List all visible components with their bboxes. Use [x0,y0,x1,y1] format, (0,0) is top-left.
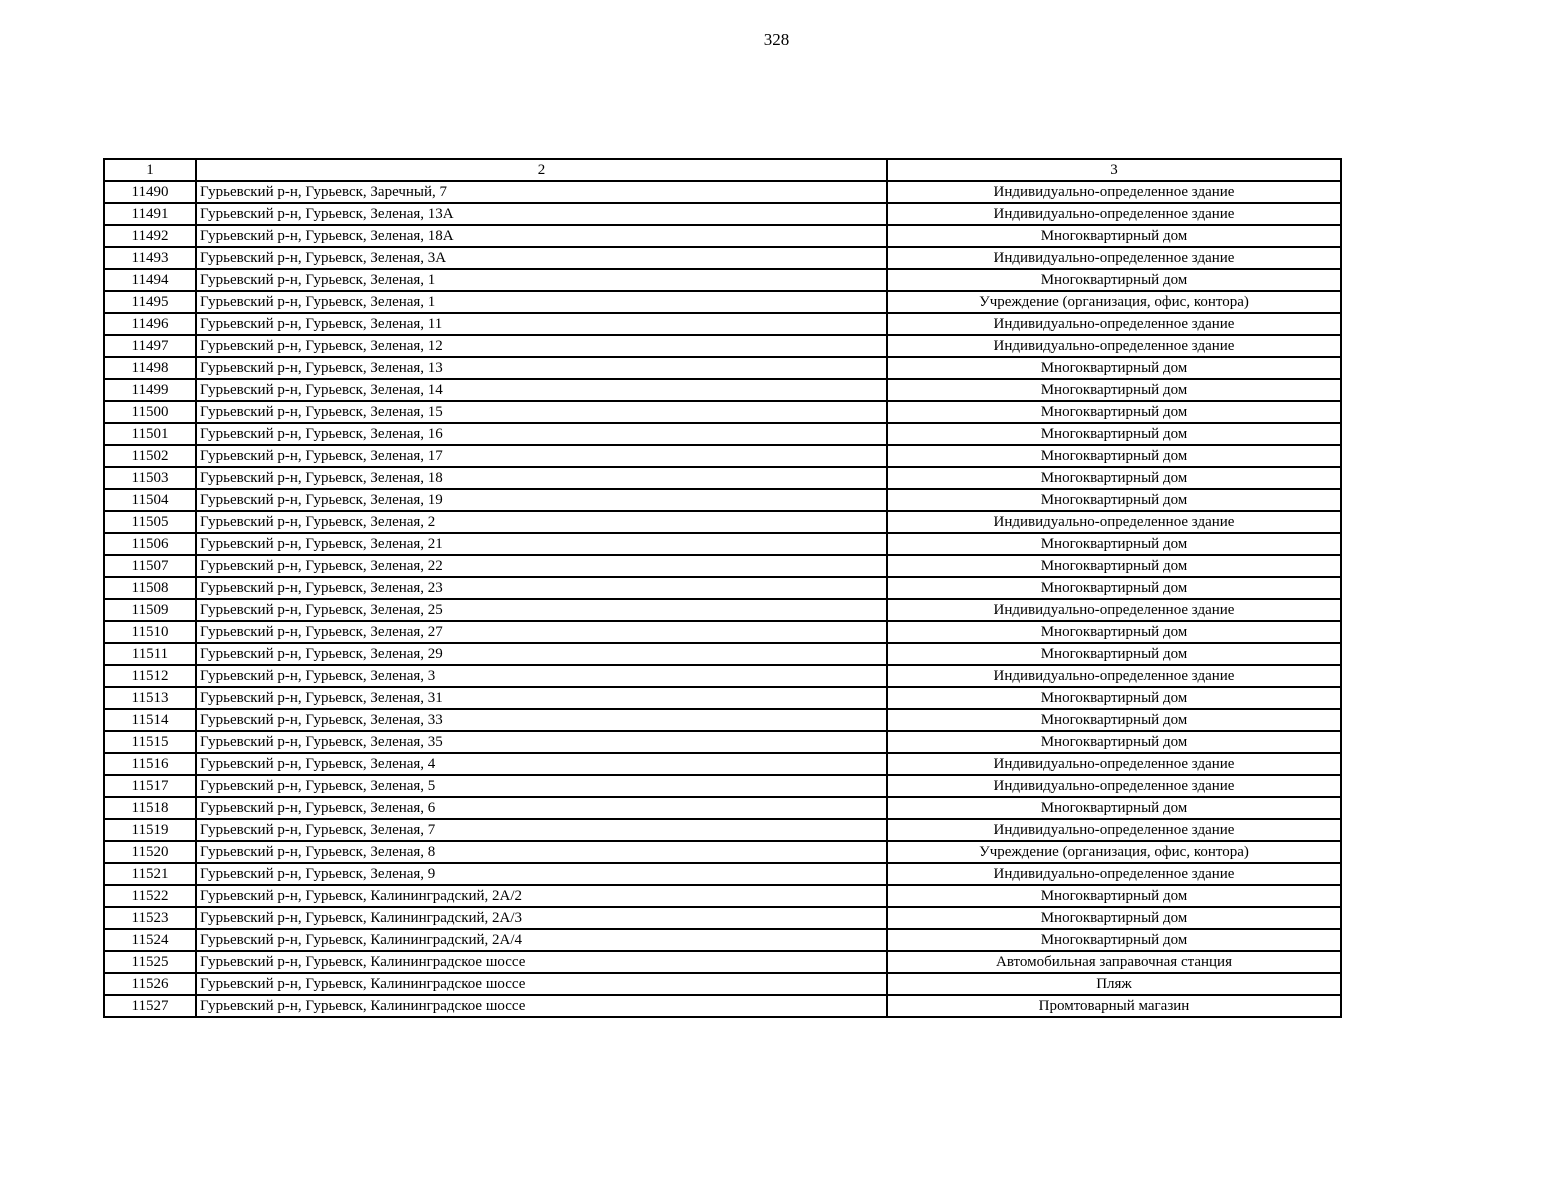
object-type-cell: Многоквартирный дом [887,533,1341,555]
address-cell: Гурьевский р-н, Гурьевск, Зеленая, 35 [196,731,887,753]
row-number-cell: 11516 [104,753,196,775]
column-header-3: 3 [887,159,1341,181]
row-number-cell: 11493 [104,247,196,269]
row-number-cell: 11517 [104,775,196,797]
row-number-cell: 11500 [104,401,196,423]
row-number-cell: 11499 [104,379,196,401]
row-number-cell: 11490 [104,181,196,203]
table-row [104,643,1341,665]
object-type-cell: Индивидуально-определенное здание [887,313,1341,335]
object-type-cell: Многоквартирный дом [887,269,1341,291]
row-number-cell: 11492 [104,225,196,247]
row-number-cell: 11498 [104,357,196,379]
table-row [104,247,1341,269]
address-cell: Гурьевский р-н, Гурьевск, Зеленая, 9 [196,863,887,885]
object-type-cell: Индивидуально-определенное здание [887,775,1341,797]
object-type-cell: Промтоварный магазин [887,995,1341,1017]
object-type-cell: Многоквартирный дом [887,907,1341,929]
object-type-cell: Многоквартирный дом [887,357,1341,379]
object-type-cell: Пляж [887,973,1341,995]
address-cell: Гурьевский р-н, Гурьевск, Зеленая, 4 [196,753,887,775]
table-row [104,533,1341,555]
row-number-cell: 11522 [104,885,196,907]
object-type-cell: Индивидуально-определенное здание [887,511,1341,533]
table-row [104,445,1341,467]
object-type-cell: Многоквартирный дом [887,577,1341,599]
address-cell: Гурьевский р-н, Гурьевск, Зеленая, 13А [196,203,887,225]
row-number-cell: 11520 [104,841,196,863]
table-row [104,577,1341,599]
table-row [104,357,1341,379]
address-cell: Гурьевский р-н, Гурьевск, Зеленая, 31 [196,687,887,709]
row-number-cell: 11527 [104,995,196,1017]
table-body [104,159,1341,1017]
table-row [104,555,1341,577]
table-row [104,401,1341,423]
table-row [104,423,1341,445]
table-row [104,511,1341,533]
address-cell: Гурьевский р-н, Гурьевск, Зеленая, 2 [196,511,887,533]
object-type-cell: Индивидуально-определенное здание [887,863,1341,885]
row-number-cell: 11525 [104,951,196,973]
row-number-cell: 11506 [104,533,196,555]
row-number-cell: 11497 [104,335,196,357]
object-type-cell: Многоквартирный дом [887,687,1341,709]
table-row [104,203,1341,225]
address-cell: Гурьевский р-н, Гурьевск, Зеленая, 18А [196,225,887,247]
object-type-cell: Многоквартирный дом [887,423,1341,445]
table-row [104,731,1341,753]
address-cell: Гурьевский р-н, Гурьевск, Зеленая, 7 [196,819,887,841]
table-row [104,621,1341,643]
address-cell: Гурьевский р-н, Гурьевск, Зеленая, 12 [196,335,887,357]
row-number-cell: 11523 [104,907,196,929]
object-type-cell: Индивидуально-определенное здание [887,665,1341,687]
address-cell: Гурьевский р-н, Гурьевск, Калининградский, 2А/4 [196,929,887,951]
table-row [104,269,1341,291]
table-row [104,973,1341,995]
object-type-cell: Многоквартирный дом [887,489,1341,511]
row-number-cell: 11496 [104,313,196,335]
address-cell: Гурьевский р-н, Гурьевск, Зеленая, 15 [196,401,887,423]
table-row [104,863,1341,885]
row-number-cell: 11491 [104,203,196,225]
row-number-cell: 11494 [104,269,196,291]
table-row [104,489,1341,511]
object-type-cell: Многоквартирный дом [887,401,1341,423]
table-row [104,797,1341,819]
table-row [104,885,1341,907]
row-number-cell: 11519 [104,819,196,841]
address-cell: Гурьевский р-н, Гурьевск, Зеленая, 27 [196,621,887,643]
address-cell: Гурьевский р-н, Гурьевск, Калининградский, 2А/2 [196,885,887,907]
address-cell: Гурьевский р-н, Гурьевск, Зеленая, 29 [196,643,887,665]
object-type-cell: Индивидуально-определенное здание [887,819,1341,841]
row-number-cell: 11511 [104,643,196,665]
address-cell: Гурьевский р-н, Гурьевск, Зеленая, 5 [196,775,887,797]
table-row [104,313,1341,335]
row-number-cell: 11524 [104,929,196,951]
address-cell: Гурьевский р-н, Гурьевск, Калининградское шоссе [196,973,887,995]
row-number-cell: 11521 [104,863,196,885]
table-row [104,687,1341,709]
object-type-cell: Многоквартирный дом [887,445,1341,467]
column-header-1: 1 [104,159,196,181]
row-number-cell: 11514 [104,709,196,731]
object-type-cell: Многоквартирный дом [887,885,1341,907]
address-cell: Гурьевский р-н, Гурьевск, Зеленая, 3 [196,665,887,687]
row-number-cell: 11513 [104,687,196,709]
address-cell: Гурьевский р-н, Гурьевск, Зеленая, 13 [196,357,887,379]
object-type-cell: Индивидуально-определенное здание [887,753,1341,775]
address-cell: Гурьевский р-н, Гурьевск, Зеленая, 6 [196,797,887,819]
object-type-cell: Индивидуально-определенное здание [887,203,1341,225]
address-cell: Гурьевский р-н, Гурьевск, Калининградское шоссе [196,951,887,973]
object-type-cell: Индивидуально-определенное здание [887,335,1341,357]
address-cell: Гурьевский р-н, Гурьевск, Зеленая, 33 [196,709,887,731]
page-number: 328 [763,30,790,49]
table-row [104,995,1341,1017]
column-header-2: 2 [196,159,887,181]
table-row [104,819,1341,841]
table-row [104,379,1341,401]
address-cell: Гурьевский р-н, Гурьевск, Калининградский, 2А/3 [196,907,887,929]
table-row [104,291,1341,313]
row-number-cell: 11502 [104,445,196,467]
address-cell: Гурьевский р-н, Гурьевск, Зеленая, 19 [196,489,887,511]
object-type-cell: Индивидуально-определенное здание [887,247,1341,269]
table-row [104,841,1341,863]
address-cell: Гурьевский р-н, Гурьевск, Зеленая, 23 [196,577,887,599]
row-number-cell: 11510 [104,621,196,643]
address-cell: Гурьевский р-н, Гурьевск, Зеленая, 25 [196,599,887,621]
table-row [104,599,1341,621]
table-row [104,951,1341,973]
row-number-cell: 11505 [104,511,196,533]
registry-table [103,158,1342,1018]
header-row [104,159,1341,181]
object-type-cell: Многоквартирный дом [887,643,1341,665]
row-number-cell: 11503 [104,467,196,489]
table-row [104,907,1341,929]
address-cell: Гурьевский р-н, Гурьевск, Заречный, 7 [196,181,887,203]
object-type-cell: Многоквартирный дом [887,225,1341,247]
row-number-cell: 11507 [104,555,196,577]
table-row [104,467,1341,489]
table-row [104,775,1341,797]
row-number-cell: 11509 [104,599,196,621]
address-cell: Гурьевский р-н, Гурьевск, Зеленая, 11 [196,313,887,335]
row-number-cell: 11508 [104,577,196,599]
row-number-cell: 11495 [104,291,196,313]
table-row [104,929,1341,951]
object-type-cell: Автомобильная заправочная станция [887,951,1341,973]
object-type-cell: Многоквартирный дом [887,929,1341,951]
object-type-cell: Многоквартирный дом [887,467,1341,489]
row-number-cell: 11501 [104,423,196,445]
address-cell: Гурьевский р-н, Гурьевск, Зеленая, 1 [196,291,887,313]
object-type-cell: Многоквартирный дом [887,555,1341,577]
address-cell: Гурьевский р-н, Гурьевск, Зеленая, 16 [196,423,887,445]
table-row [104,753,1341,775]
object-type-cell: Учреждение (организация, офис, контора) [887,291,1341,313]
row-number-cell: 11518 [104,797,196,819]
address-cell: Гурьевский р-н, Гурьевск, Зеленая, 18 [196,467,887,489]
row-number-cell: 11512 [104,665,196,687]
address-cell: Гурьевский р-н, Гурьевск, Калининградское шоссе [196,995,887,1017]
address-cell: Гурьевский р-н, Гурьевск, Зеленая, 17 [196,445,887,467]
object-type-cell: Многоквартирный дом [887,709,1341,731]
row-number-cell: 11526 [104,973,196,995]
row-number-cell: 11515 [104,731,196,753]
address-cell: Гурьевский р-н, Гурьевск, Зеленая, 8 [196,841,887,863]
table-row [104,335,1341,357]
table-row [104,665,1341,687]
object-type-cell: Учреждение (организация, офис, контора) [887,841,1341,863]
object-type-cell: Индивидуально-определенное здание [887,599,1341,621]
address-cell: Гурьевский р-н, Гурьевск, Зеленая, 3А [196,247,887,269]
object-type-cell: Многоквартирный дом [887,797,1341,819]
table-row [104,709,1341,731]
object-type-cell: Многоквартирный дом [887,621,1341,643]
object-type-cell: Многоквартирный дом [887,731,1341,753]
object-type-cell: Индивидуально-определенное здание [887,181,1341,203]
address-cell: Гурьевский р-н, Гурьевск, Зеленая, 22 [196,555,887,577]
address-cell: Гурьевский р-н, Гурьевск, Зеленая, 1 [196,269,887,291]
address-cell: Гурьевский р-н, Гурьевск, Зеленая, 14 [196,379,887,401]
table-row [104,181,1341,203]
address-cell: Гурьевский р-н, Гурьевск, Зеленая, 21 [196,533,887,555]
row-number-cell: 11504 [104,489,196,511]
table-row [104,225,1341,247]
object-type-cell: Многоквартирный дом [887,379,1341,401]
